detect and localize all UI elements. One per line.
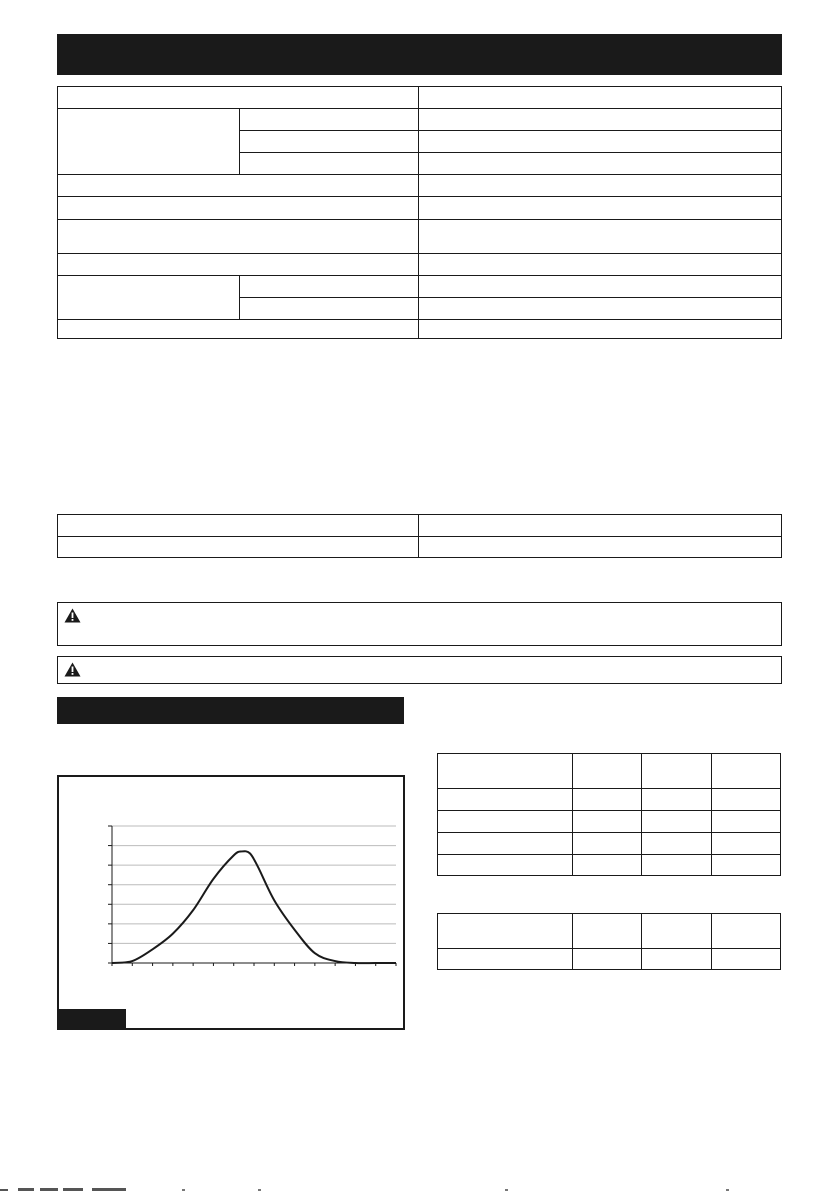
figure-label-tab (59, 1009, 126, 1029)
series-line-1 (112, 851, 396, 963)
chart-ticks (108, 826, 396, 966)
specification-table (57, 86, 782, 339)
vibration-table (437, 913, 781, 970)
page-header-bar (57, 34, 782, 75)
distribution-chart (59, 777, 403, 1028)
page-footer-marks (0, 1186, 840, 1192)
warning-triangle-icon (64, 662, 81, 677)
chart-series (112, 851, 396, 963)
noise-table (437, 753, 781, 876)
chart-axes (112, 826, 396, 963)
section-heading-bar (57, 697, 404, 724)
chart-frame (57, 775, 405, 1030)
chart-grid (112, 826, 396, 943)
battery-table (57, 514, 782, 558)
warning-box-1 (57, 602, 782, 646)
warning-box-2 (57, 656, 782, 684)
warning-triangle-icon (64, 608, 81, 623)
